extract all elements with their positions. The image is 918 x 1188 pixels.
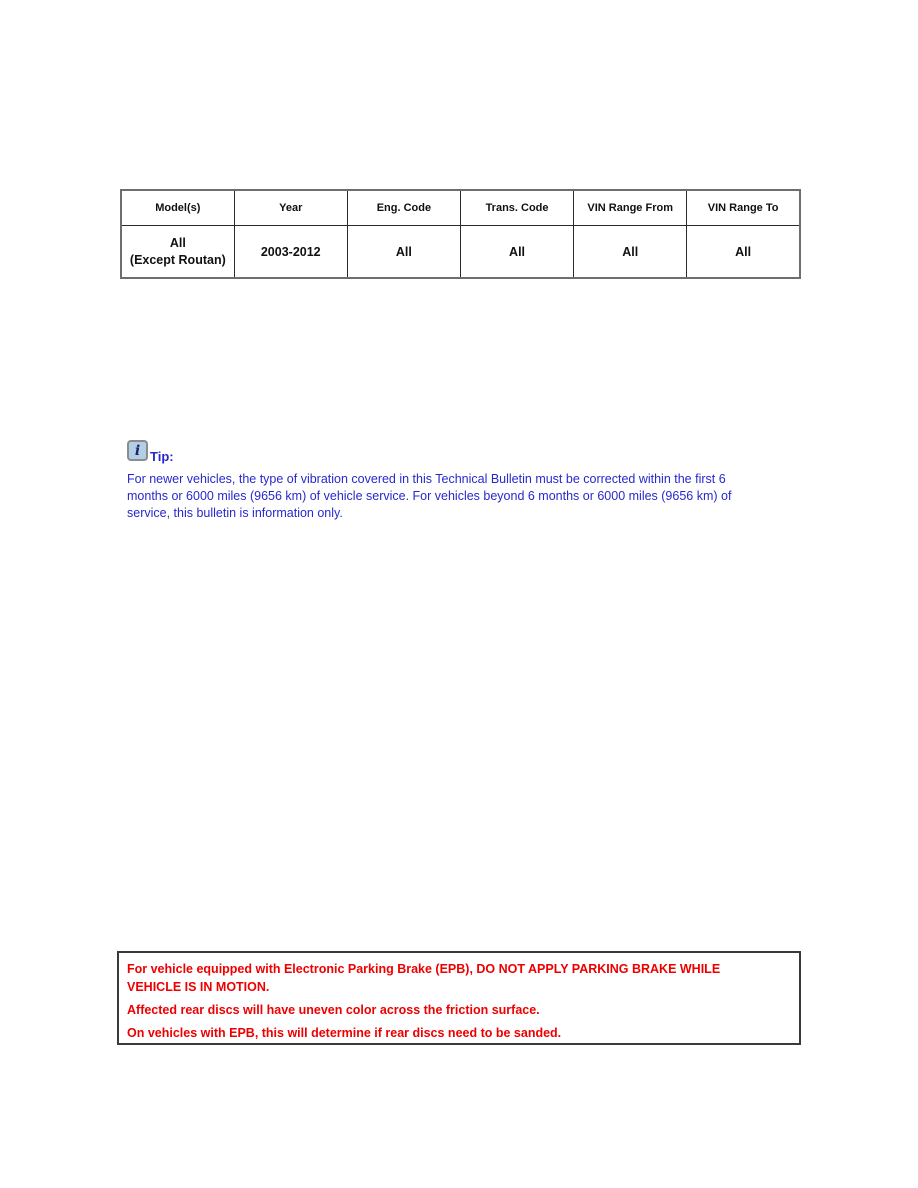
epb-warning-box: [117, 951, 801, 1045]
info-icon: i: [127, 440, 148, 461]
warning-paragraph: [127, 1001, 791, 1019]
cell-models: [121, 226, 234, 279]
tip-text-line: months or 6000 miles (9656 km) of vehicle service. For vehicles beyond 6 months or 6000 miles (9656 km) of: [127, 489, 732, 503]
warning-text-line: On vehicles with EPB, this will determine if rear discs need to be sanded.: [127, 1026, 562, 1040]
warning-text-line: VEHICLE IS IN MOTION.: [127, 980, 270, 994]
column-header-vin-range-from: VIN Range From: [574, 190, 687, 226]
column-header-trans-code: Trans. Code: [460, 190, 573, 226]
table-header-row: [121, 190, 800, 226]
cell-vin-range-to: All: [687, 226, 800, 279]
tip-label: Tip:: [150, 449, 174, 464]
column-header-year: Year: [234, 190, 347, 226]
cell-models-line2: (Except Routan): [129, 252, 226, 267]
cell-vin-range-from: All: [574, 226, 687, 279]
cell-trans-code: All: [460, 226, 573, 279]
column-header-models: Model(s): [121, 190, 234, 226]
tip-text-line: service, this bulletin is information only.: [127, 506, 343, 520]
warning-text-line: Affected rear discs will have uneven color across the friction surface.: [127, 1003, 540, 1017]
cell-year: 2003-2012: [234, 226, 347, 279]
column-header-vin-range-to: VIN Range To: [687, 190, 800, 226]
tip-header: [127, 440, 174, 464]
tip-text-line: For newer vehicles, the type of vibration covered in this Technical Bulletin must be corrected within the first 6: [127, 472, 726, 486]
warning-text-line: For vehicle equipped with Electronic Parking Brake (EPB), DO NOT APPLY PARKING BRAKE WHILE: [127, 962, 721, 976]
cell-eng-code: All: [347, 226, 460, 279]
tip-note-text: [127, 471, 807, 522]
warning-paragraph: [127, 960, 791, 996]
table-row: [121, 226, 800, 279]
column-header-eng-code: Eng. Code: [347, 190, 460, 226]
cell-models-line1: All: [169, 235, 186, 250]
warning-paragraph: [127, 1024, 791, 1042]
vehicle-applicability-table: [120, 189, 801, 279]
